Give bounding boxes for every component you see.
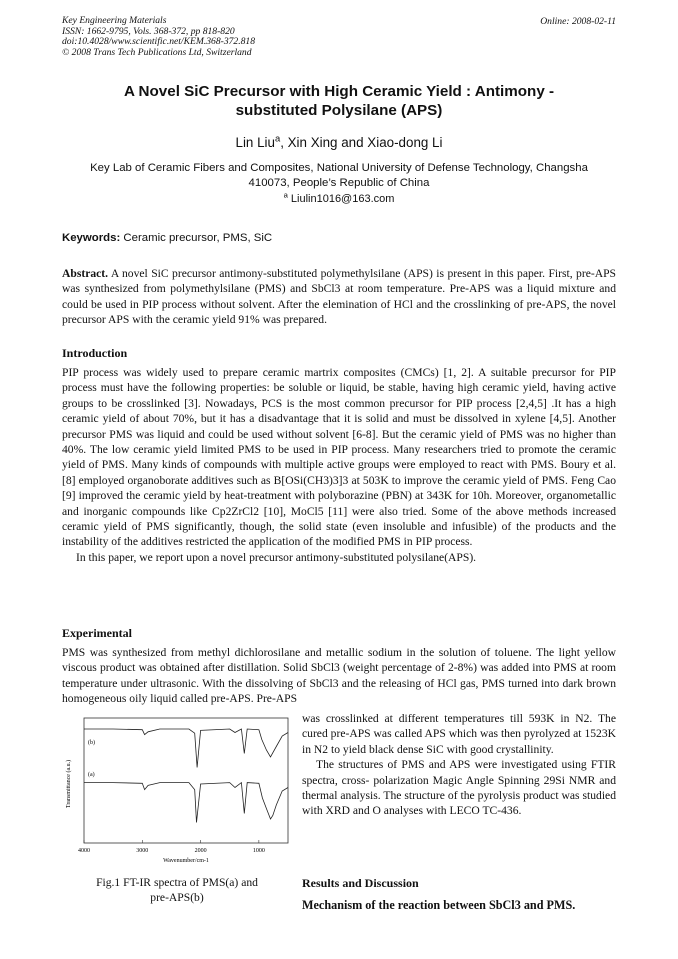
x-tick-label: 4000	[78, 848, 90, 854]
paper-title	[62, 82, 616, 120]
series-b-label: (b)	[88, 740, 95, 746]
x-axis-label: Wavenumber/cm-1	[163, 858, 209, 864]
abstract-label: Abstract.	[62, 267, 109, 280]
affiliation-line-2: 410073, People’s Republic of China	[248, 176, 430, 189]
affiliation	[62, 161, 616, 190]
email-address: Liulin1016@163.com	[290, 193, 395, 205]
abstract	[62, 266, 616, 328]
keywords-text: Ceramic precursor, PMS, SiC	[123, 232, 273, 244]
keywords	[62, 232, 272, 244]
results-heading: Results and Discussion	[302, 876, 419, 890]
other-authors: , Xin Xing and Xiao-dong Li	[280, 135, 443, 150]
mechanism-heading: Mechanism of the reaction between SbCl3 and PMS.	[302, 898, 576, 912]
online-date: Online: 2008-02-11	[540, 16, 616, 27]
intro-paragraph-2: In this paper, we report upon a novel precursor antimony-substituted polysilane(APS).	[76, 550, 477, 564]
experimental-paragraph-3: The structures of PMS and APS were investigated using FTIR spectra, cross- polarization Magic Angle Spinning 29Si NMR and thermal analysis. The structure of the pyrolysis product was studied with XRD and O analyses with LECO TC-436.	[302, 758, 616, 818]
author-1-sup: a	[274, 133, 281, 144]
experimental-paragraph-2: was crosslinked at different temperatures till 593K in N2. The cured pre-APS was called APS which was then pyrolyzed at 1523K in N2 to yield black dense SiC with good crystallinity.	[302, 712, 616, 756]
author-list	[62, 135, 616, 150]
series-line-a	[84, 783, 288, 823]
figure-caption	[62, 875, 292, 905]
experimental-heading: Experimental	[62, 626, 132, 640]
figure-caption-line-1: Fig.1 FT-IR spectra of PMS(a) and	[96, 876, 258, 889]
series-line-b	[84, 729, 288, 768]
experimental-right-column	[302, 711, 616, 819]
x-tick-label: 2000	[194, 848, 207, 854]
intro-paragraph-1: PIP process was widely used to prepare ceramic martrix composites (CMCs) [1, 2]. A suitable precursor for PIP process must have the following properties: be soluble or liquid, be stable, having high ceramic yield, having active groups to be crosslinked [3]. Nowadays, PCS is the most common precursor for PIP process [2,4,5] .It has a high ceramic yield of about 70%, but it has a disadvantage that it is solid and must be dissolved in xylene [4,5]. Another precursor PMS was liquid and could be used without solvent [6-8]. But the ceramic yield of PMS was no higher than 40%. The low ceramic yield limited PMS to be used in PIP process. Many researchers tried to promote the ceramic yield of PMS. Many kinds of compounds with multiple active groups were employed to react with PMS. Boury et al. [8] employed organoborate additives such as B[OSi(CH3)3]3 at 503K to improve the ceramic yield of PMS. Feng Cao [9] improved the ceramic yield by heat-treatment with polyborazine (PBN) at 343K for 10h. Moreover, organometallic and inorganic compounds like Cp2ZrCl2 [10], MoCl5 [11] were also tried. Some of the above methods increased ceramic yield of PMS significantly, though, the solid state (even insoluble and infusible) of the products and the instability of the additives restricted the application of the modified PMS in PIP process.	[62, 366, 616, 549]
x-tick-label: 3000	[136, 848, 149, 854]
plot-frame	[84, 718, 288, 843]
experimental-paragraph-1: PMS was synthesized from methyl dichlorosilane and metallic sodium in the solution of toluene. The light yellow viscous product was obtained after distillation. Solid SbCl3 (weight percentage of 2-8%) was added into PMS at room temperature under ultrasonic. With the dissolving of SbCl3 and the releasing of HCl gas, PMS turned into dark brown homogeneous oily liquid called pre-APS. Pre-APS	[62, 646, 616, 706]
copyright-line: © 2008 Trans Tech Publications Ltd, Switzerland	[62, 46, 252, 58]
ftir-figure	[62, 714, 292, 864]
doi-line: doi:10.4028/www.scientific.net/KEM.368-372.818	[62, 36, 256, 47]
intro-heading: Introduction	[62, 346, 128, 360]
email-sup: a	[283, 190, 288, 200]
x-tick-label: 1000	[252, 848, 265, 854]
journal-name: Key Engineering Materials	[62, 15, 167, 26]
issn-line: ISSN: 1662-9795, Vols. 368-372, pp 818-820	[62, 25, 235, 37]
intro-body	[62, 365, 616, 565]
email-line	[62, 190, 616, 205]
author-1: Lin Liu	[235, 135, 275, 150]
title-line-1: A Novel SiC Precursor with High Ceramic Yield : Antimony -	[123, 83, 555, 100]
y-axis-label: Transmittance (a.u.)	[66, 759, 72, 809]
series-a-label: (a)	[88, 772, 95, 778]
keywords-label: Keywords:	[62, 232, 121, 244]
journal-metadata	[62, 16, 255, 58]
figure-caption-line-2: pre-APS(b)	[150, 891, 204, 904]
experimental-body	[62, 645, 616, 707]
title-line-2: substituted Polysilane (APS)	[235, 102, 443, 119]
abstract-text: A novel SiC precursor antimony-substituted polymethylsilane (APS) is present in this paper. First, pre-APS was synthesized from polymethylsilane (PMS) and SbCl3 at room temperature. Pre-APS was a liquid mixture and could be used in PIP process without solvent. After the elemination of HCl and the crosslinking of pre-APS, the novel precursor APS with the ceramic yield 91% was prepared.	[62, 267, 616, 327]
affiliation-line-1: Key Lab of Ceramic Fibers and Composites, National University of Defense Technology, Changsha	[90, 162, 588, 174]
